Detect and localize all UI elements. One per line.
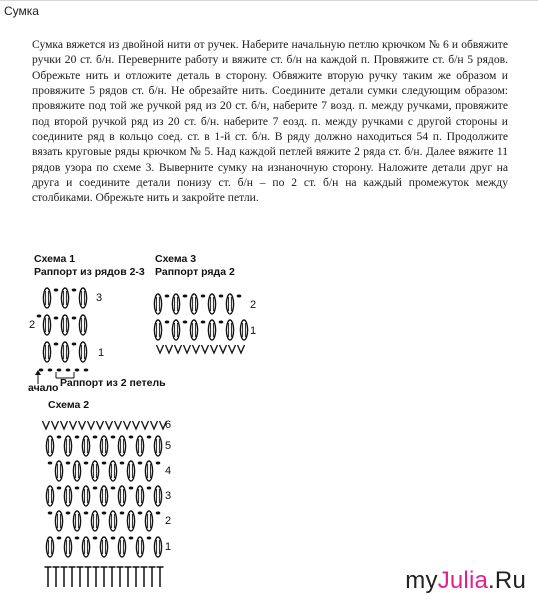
- scheme-1-row-3: 3: [96, 292, 103, 304]
- scheme-1: [28, 253, 166, 394]
- scheme-2-grid: [43, 421, 167, 587]
- scheme-2-title: Схема 2: [48, 399, 90, 411]
- scheme-2-row-4: 4: [165, 465, 172, 477]
- scheme-1-subtitle: Раппорт из рядов 2-3: [34, 266, 145, 278]
- instructions-text: Сумка вяжется из двойной нити от ручек. Наберите начальную петлю крючком № 6 и обвяжите ручки 20 ст. б/н. Переверните работу и вяжите ст. б/н на каждой п. Провяжите ст. б/н 5 рядов. Обрежьте нить и отложите деталь в сторону. Обвяжите вторую ручку таким же образом и провяжите 5 рядов ст. б/н. Не обрезайте нить. Соедините детали сумки следующим образом: провяжите под той же ручкой ряд из 20 ст. б/н, наберите 7 возд. п. между ручками, провяжите под второй ручкой ряд из 20 ст. б/н. наберите 7 eозд. п. между ручками с другой стороны и соедините ряд в кольцо соед. ст. в 1-й ст. б/н. В ряду должно находиться 54 п. Продолжите вязать круговые ряды крючком № 5. Над каждой петлей вяжите 2 ряда ст. б/н. Далее вяжите 11 рядов узора по схеме 3. Выверните сумку на изнаночную сторону. Наложите детали друг на друга и соедините детали понизу ст. б/н – по 2 ст. б/н на каждый промежуток между столбиками. Обрежьте нить и закройте петли.: [32, 38, 508, 205]
- scheme-2-row-5: 5: [165, 440, 172, 452]
- scheme-2-row-6: 6: [165, 419, 172, 431]
- scheme-1-title: Схема 1: [34, 253, 76, 265]
- scheme-3-subtitle: Раппорт ряда 2: [155, 266, 235, 278]
- logo-prefix: my: [405, 567, 438, 594]
- scheme-3-title: Схема 3: [155, 253, 197, 265]
- scheme-2-row-2: 2: [165, 515, 172, 527]
- document-title: Сумка: [4, 4, 39, 18]
- logo-suffix: .Ru: [488, 567, 526, 594]
- scheme-3: [154, 253, 256, 353]
- scheme-1-row-2: 2: [29, 319, 36, 331]
- scheme-1-row-1: 1: [98, 347, 105, 359]
- scheme-3-row-1: 1: [250, 325, 257, 337]
- scheme-2: [43, 399, 172, 587]
- scheme-3-row-2: 2: [250, 299, 257, 311]
- scheme-1-grid: [37, 288, 89, 372]
- scheme-3-grid: [154, 294, 247, 353]
- site-logo: [405, 567, 526, 595]
- scheme-2-row-1: 1: [165, 541, 172, 553]
- scheme-2-row-3: 3: [165, 490, 172, 502]
- logo-accent: Julia: [437, 567, 489, 594]
- scheme-1-start-label: ачало: [28, 382, 59, 394]
- scheme-1-repeat-label: Раппорт из 2 петель: [60, 377, 166, 389]
